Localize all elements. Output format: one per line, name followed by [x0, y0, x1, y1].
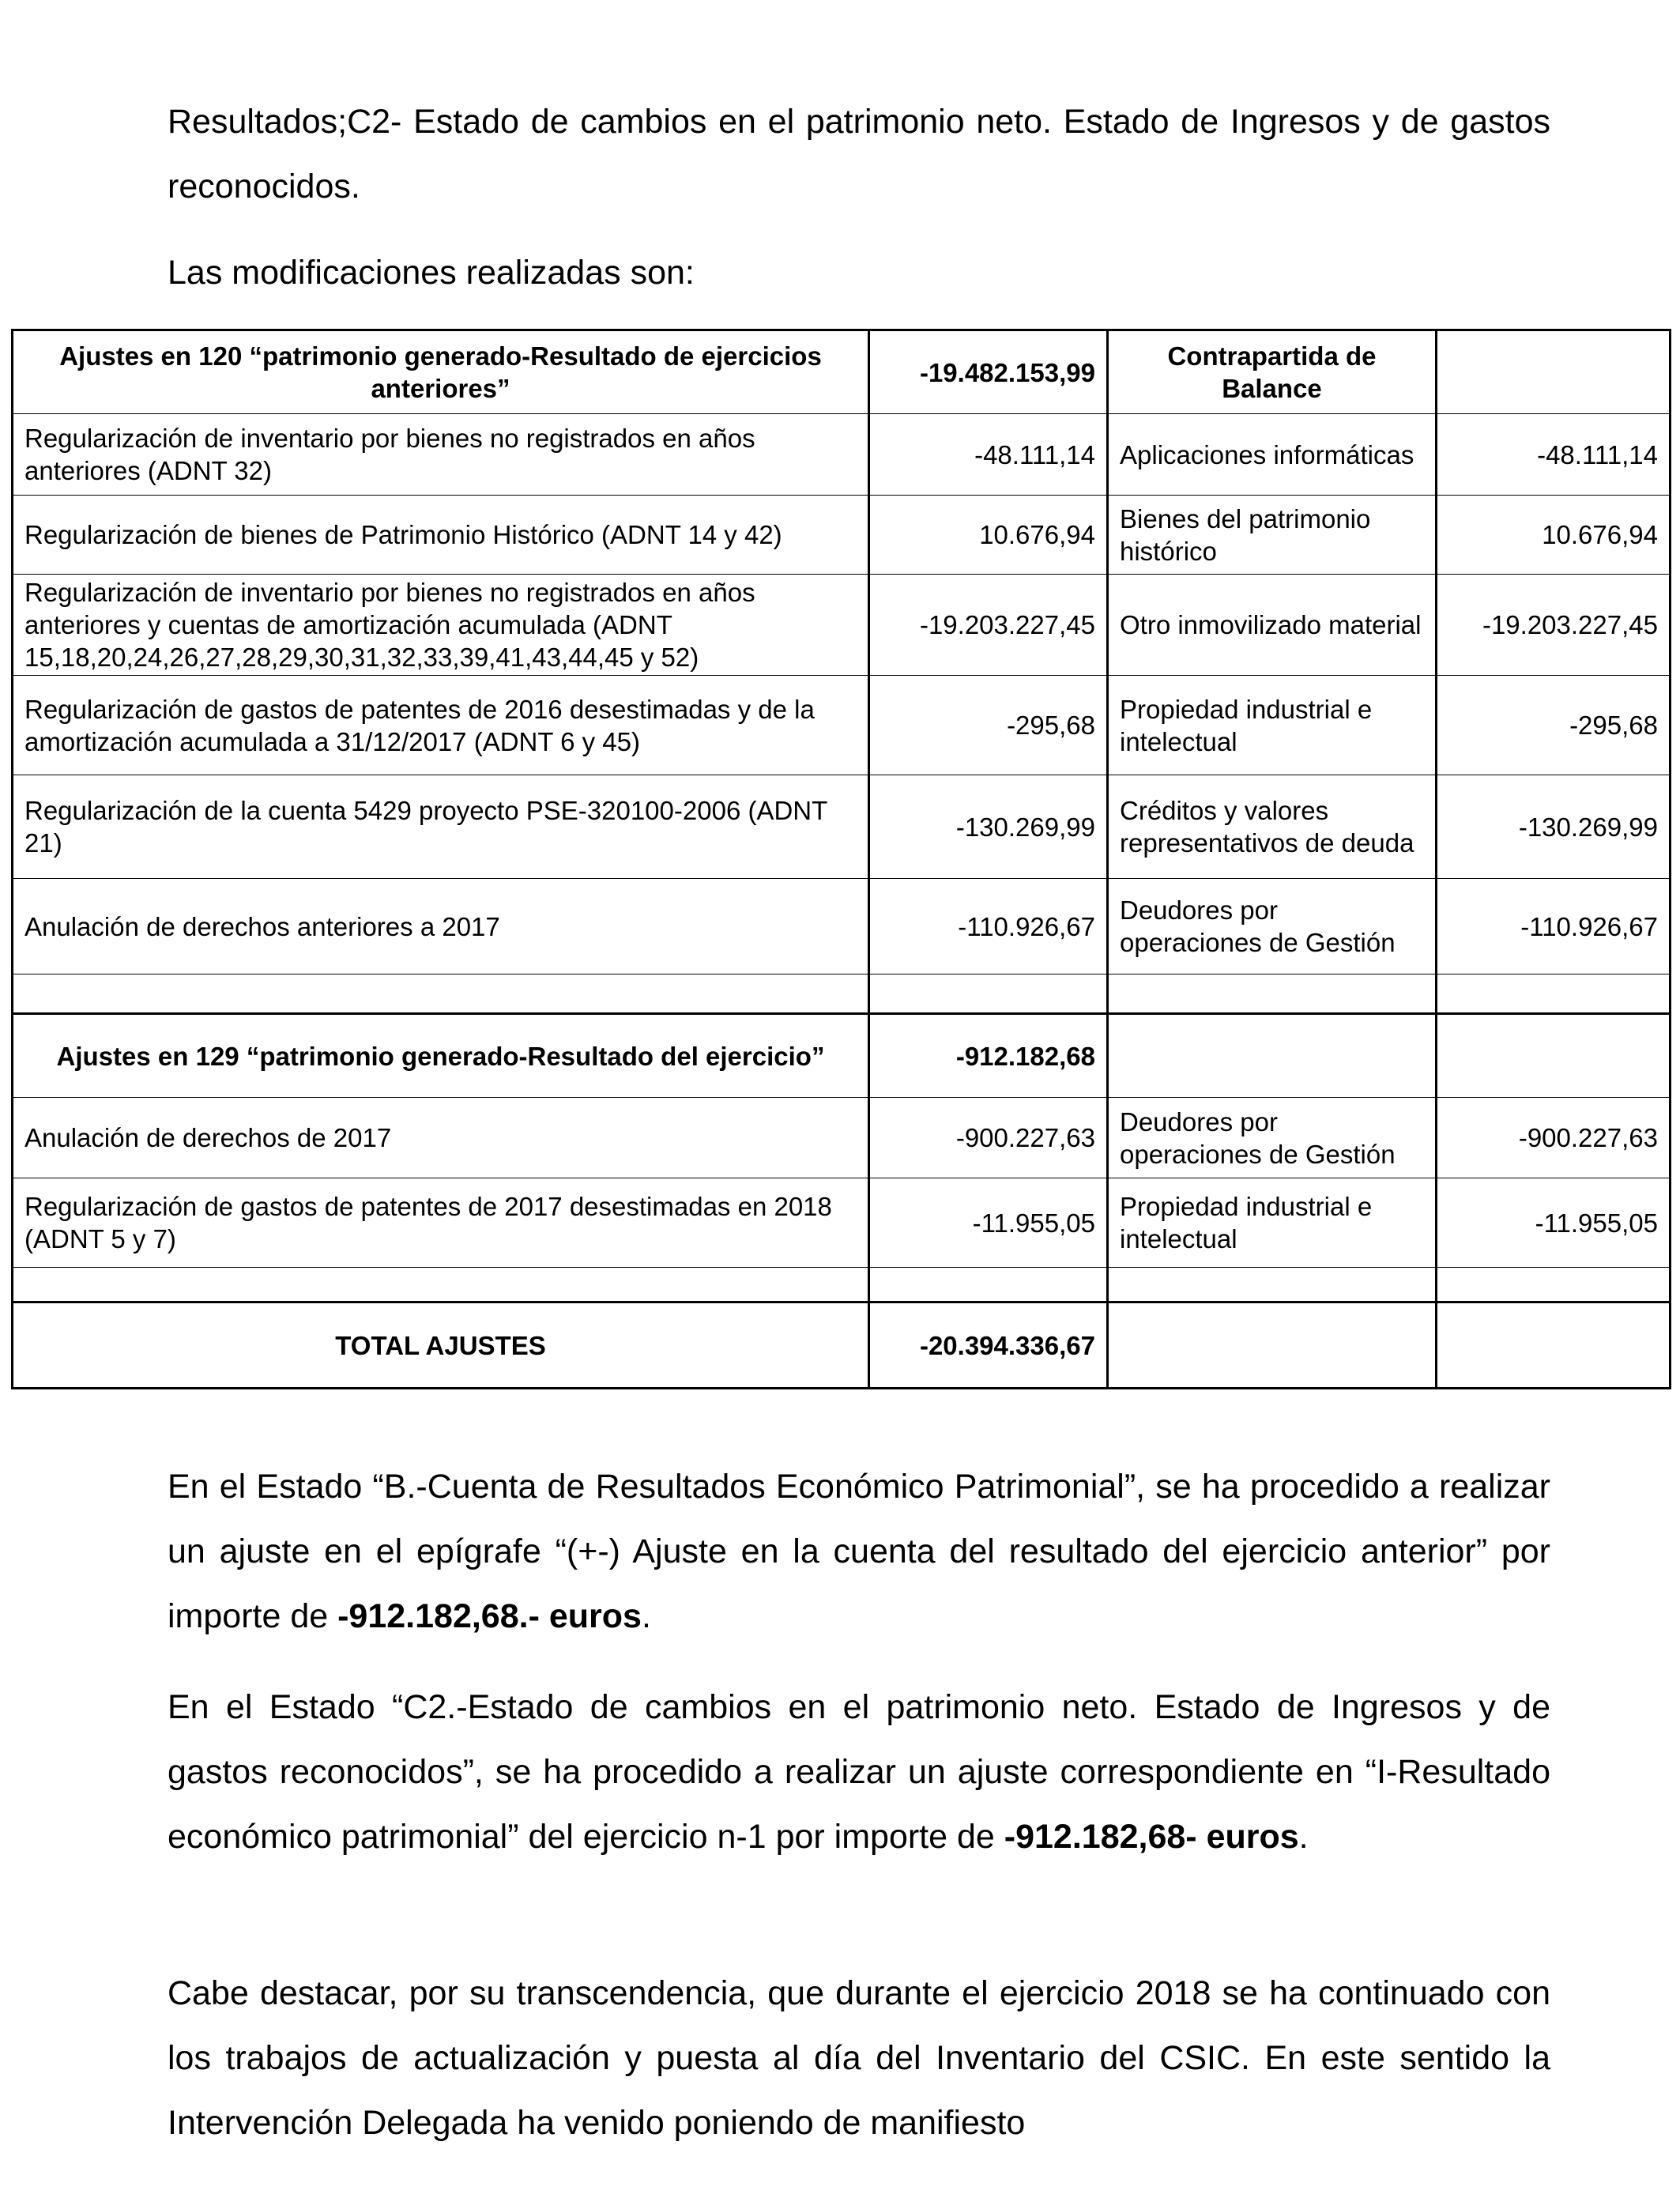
paragraph-inventario: [168, 1961, 1550, 2155]
empty-cell: [1437, 1014, 1671, 1098]
table-row: [13, 775, 1671, 879]
table-row: [13, 1098, 1671, 1178]
row-amount: -48.111,14: [869, 414, 1108, 496]
adjustments-table: [11, 329, 1671, 1389]
row-description: Regularización de gastos de patentes de 2016 desestimadas y de la amortización acumulada a 31/12/2017 (ADNT 6 y 45): [13, 676, 869, 775]
section1-amount: -19.482.153,99: [869, 330, 1108, 414]
row-amount-2: -19.203.227,45: [1437, 575, 1671, 676]
empty-cell: [1437, 974, 1671, 1014]
row-account: Deudores por operaciones de Gestión: [1108, 879, 1437, 974]
row-amount: -295,68: [869, 676, 1108, 775]
row-amount-2: -11.955,05: [1437, 1178, 1671, 1268]
empty-cell: [1108, 1302, 1437, 1389]
table-row: [13, 414, 1671, 496]
empty-cell: [1437, 1302, 1671, 1389]
row-account: Otro inmovilizado material: [1108, 575, 1437, 676]
empty-cell: [1437, 1268, 1671, 1302]
paragraph-text: En el Estado “B.-Cuenta de Resultados Económico Patrimonial”, se ha procedido a realizar un ajuste en el epígrafe “(+-) Ajuste en la cuenta del resultado del ejercicio anterior” por importe de: [168, 1468, 1550, 1635]
row-amount: -19.203.227,45: [869, 575, 1108, 676]
row-amount-2: -110.926,67: [1437, 879, 1671, 974]
paragraph-end: .: [641, 1597, 651, 1635]
section1-title: Ajustes en 120 “patrimonio generado-Resultado de ejercicios anteriores”: [13, 330, 869, 414]
section2-title: Ajustes en 129 “patrimonio generado-Resultado del ejercicio”: [13, 1014, 869, 1098]
empty-cell: [869, 974, 1108, 1014]
row-amount-2: -48.111,14: [1437, 414, 1671, 496]
row-amount-2: -130.269,99: [1437, 775, 1671, 879]
total-row: [13, 1302, 1671, 1389]
row-account: Bienes del patrimonio histórico: [1108, 496, 1437, 575]
paragraph-end: .: [1298, 1818, 1309, 1856]
amount-highlight: -912.182,68.- euros: [337, 1597, 642, 1635]
empty-cell: [1108, 974, 1437, 1014]
empty-cell: [1108, 1014, 1437, 1098]
row-description: Anulación de derechos de 2017: [13, 1098, 869, 1178]
table-row: [13, 1178, 1671, 1268]
spacer-row: [13, 1268, 1671, 1302]
table-row: [13, 676, 1671, 775]
table-row: [13, 879, 1671, 974]
empty-cell: [869, 1268, 1108, 1302]
row-description: Regularización de la cuenta 5429 proyecto PSE-320100-2006 (ADNT 21): [13, 775, 869, 879]
intro-sentence-text: Las modificaciones realizadas son:: [168, 254, 695, 292]
row-account: Créditos y valores representativos de deuda: [1108, 775, 1437, 879]
paragraph-text: Cabe destacar, por su transcendencia, que durante el ejercicio 2018 se ha continuado con los trabajos de actualización y puesta al día del Inventario del CSIC. En este sentido la Intervención Delegada ha venido poniendo de manifiesto: [168, 1974, 1550, 2142]
row-account: Propiedad industrial e intelectual: [1108, 676, 1437, 775]
amount-highlight: -912.182,68- euros: [1004, 1818, 1299, 1856]
row-description: Regularización de inventario por bienes no registrados en años anteriores y cuentas de amortización acumulada (ADNT 15,18,20,24,26,27,28,29,30,31,32,33,39,41,43,44,45 y 52): [13, 575, 869, 676]
empty-cell: [1437, 330, 1671, 414]
paragraph-resultados: [168, 1454, 1550, 1649]
total-label: TOTAL AJUSTES: [13, 1302, 869, 1389]
table-row: [13, 575, 1671, 676]
row-amount-2: -295,68: [1437, 676, 1671, 775]
row-amount: -110.926,67: [869, 879, 1108, 974]
total-amount: -20.394.336,67: [869, 1302, 1108, 1389]
row-account: Propiedad industrial e intelectual: [1108, 1178, 1437, 1268]
section2-amount: -912.182,68: [869, 1014, 1108, 1098]
paragraph-estado-c2: [168, 1675, 1550, 1869]
counterpart-header: Contrapartida de Balance: [1108, 330, 1437, 414]
table-row: [13, 496, 1671, 575]
row-amount: 10.676,94: [869, 496, 1108, 575]
intro-sentence: [168, 240, 1550, 305]
row-amount: -130.269,99: [869, 775, 1108, 879]
row-account: Deudores por operaciones de Gestión: [1108, 1098, 1437, 1178]
row-amount-2: -900.227,63: [1437, 1098, 1671, 1178]
row-description: Regularización de inventario por bienes no registrados en años anteriores (ADNT 32): [13, 414, 869, 496]
row-amount: -11.955,05: [869, 1178, 1108, 1268]
section1-header-row: [13, 330, 1671, 414]
row-amount: -900.227,63: [869, 1098, 1108, 1178]
intro-text: Resultados;C2- Estado de cambios en el patrimonio neto. Estado de Ingresos y de gastos reconocidos.: [168, 103, 1550, 205]
row-description: Anulación de derechos anteriores a 2017: [13, 879, 869, 974]
empty-cell: [13, 974, 869, 1014]
section2-header-row: [13, 1014, 1671, 1098]
intro-paragraph: [168, 89, 1550, 219]
row-account: Aplicaciones informáticas: [1108, 414, 1437, 496]
row-amount-2: 10.676,94: [1437, 496, 1671, 575]
paragraph-text: En el Estado “C2.-Estado de cambios en el patrimonio neto. Estado de Ingresos y de gastos reconocidos”, se ha procedido a realizar un ajuste correspondiente en “I-Resultado económico patrimonial” del ejercicio n-1 por importe de: [168, 1688, 1550, 1856]
row-description: Regularización de bienes de Patrimonio Histórico (ADNT 14 y 42): [13, 496, 869, 575]
empty-cell: [1108, 1268, 1437, 1302]
spacer-row: [13, 974, 1671, 1014]
row-description: Regularización de gastos de patentes de 2017 desestimadas en 2018 (ADNT 5 y 7): [13, 1178, 869, 1268]
empty-cell: [13, 1268, 869, 1302]
